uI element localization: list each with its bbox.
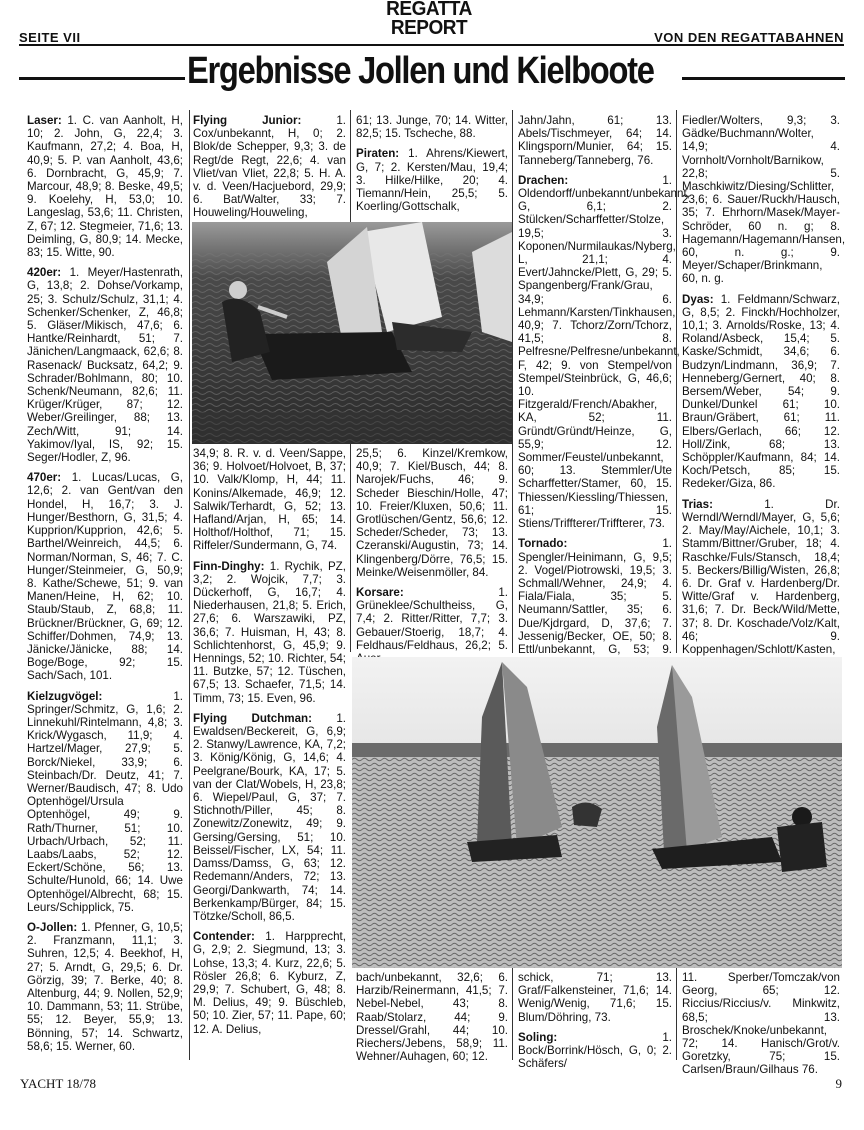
results-column-3-middle — [356, 447, 508, 652]
class-heading: O-Jollen: — [27, 920, 78, 934]
result-text: Jahn/Jahn, 61; 13. Abels/Tischmeyer, 64; 14. Klingsporn/Munier, 64; 15. Tanneberg/Tanneberg, 76. — [518, 114, 672, 167]
result-text: 1. Cox/unbekannt, H, 0; 2. Blok/de Schepper, 9,3; 3. de Regt/de Regt, 22,6; 4. van Vliet/van Vliet, 22,8; 5. H. A. v. d. Veen/Hacjuebord, 29,9; 6. Bat/Walter, 33; 7. Houweling/Houweling, — [193, 114, 346, 220]
result-text: 1. Oldendorff/unbekannt/unbekannt, G, 6,1; 2. Stülcken/Scharffetter/Stolze, 19,5; 3. Koponen/Nurmilaukas/Nyberg, L, 21,1; 4. Evert/Jahncke/Plett, G, 29; 5. Spangenberg/Frank/Grau, 34,9; 6. Lehmann/Karsten/Tinkhausen, 40,9; 7. Tchorz/Zorn/Tchorz, 41,5; 8. Pelfresne/Pelfresne/unbekannt, F, 42; 9. von Stempel/von Stempel/Steinbrück, G, 46,6; 10. Fitzgerald/French/Abakher, KA, 52; 11. Gründt/Gründt/Heinze, G, 55,9; 12. Sommer/Feustel/unbekannt, 60; 13. Stemmler/Ute Scharffetter/Stamer, 60, 15. Thiessen/Kiessling/Thiessen, 61; 15. Stiens/Triffterer/Triffterer, 73. — [518, 173, 690, 531]
results-column-5 — [682, 114, 846, 656]
result-text: 61; 13. Junge, 70; 14. Witter, 82,5; 15. Tscheche, 88. — [356, 114, 508, 141]
result-entry — [27, 471, 183, 682]
sailing-dinghy-photo — [192, 222, 512, 444]
result-entry — [27, 114, 183, 259]
results-column-1 — [27, 114, 183, 1064]
logo-line-1: REGATTA — [386, 0, 472, 20]
magazine-issue: YACHT 18/78 — [20, 1076, 96, 1091]
column-divider — [676, 968, 677, 1060]
header-divider — [19, 44, 844, 46]
result-entry — [27, 690, 183, 914]
class-heading: 420er: — [27, 266, 62, 280]
result-entry — [193, 930, 346, 1036]
class-heading: Contender: — [193, 930, 255, 944]
result-entry — [682, 114, 846, 286]
result-entry — [193, 560, 346, 705]
result-text: Fiedler/Wolters, 9,3; 3. Gädke/Buchmann/Wolter, 14,9; 4. Vornholt/Vornholt/Barnikow, 22,8; 5. Maschkiwitz/Diesing/Schlitter, 23,6; 6. Sauer/Ruckh/Hausch, 35; 7. Ehrhorn/Masek/Mayer-Schröder, 60 n. g; 8. Hagemann/Hagemann/Hansen, 60, n. g.; 9. Meyer/Schaper/Brinkmann, 60, n. g. — [682, 114, 846, 286]
result-text: 34,9; 8. R. v. d. Veen/Sappe, 36; 9. Holvoet/Holvoet, B, 37; 10. Valk/Klomp, H, 44; 11. Konins/Alkemade, 46,9; 12. Salwik/Terhardt, G, 52; 13. Hafland/Arjan, H, 65; 14. Holthof/Holthof, 71; 15. Riffeler/Sundermann, G, 74. — [193, 447, 346, 553]
class-heading: Korsare: — [356, 586, 404, 600]
results-column-4 — [518, 114, 690, 656]
result-text: 1. Ewaldsen/Beckereit, G, 6,9; 2. Stanwy/Lawrence, KA, 7,2; 3. König/König, G, 14,6; 4. Peelgrane/Bourk, KA, 17; 5. van der Clat/Wobels, H, 23,8; 6. Wiepel/Paul, G, 37; 7. Stichnoth/Piller, 45; 8. Zonewitz/Zonewitz, 49; 9. Gersing/Gersing, 51; 10. Beissel/Fischer, LX, 54; 11. Damss/Damss, G, 63; 12. Redemann/Anders, 72; 13. Georgi/Dankwarth, 74; 14. Berkenkamp/Bürger, 84; 15. Tötzke/Scholl, 86,5. — [193, 711, 347, 923]
result-text: 1. Springer/Schmitz, G, 1,6; 2. Linnekuhl/Rintelmann, 4,8; 3. Krick/Wygasch, 11,9; 4. Hartzel/Mager, 27,9; 5. Borck/Niekel, 33,9; 6. Steinbach/Dr. Deutz, 41; 7. Werner/Baudisch, 47; 8. Udo Optenhögel/Ursula Optenhögel, 49; 9. Rath/Thurner, 51; 10. Urbach/Urbach, 52; 11. Laabs/Laabs, 52; 12. Eckert/Schöne, 56; 13. Schulte/Hunold, 66; 14. Uwe Optenhögel/Albrecht, 68; 15. Leurs/Schipplick, 75. — [27, 689, 183, 914]
column-divider — [512, 968, 513, 1060]
results-column-3-top — [356, 114, 508, 222]
result-entry — [193, 447, 346, 553]
result-text: 1. Feldmann/Schwarz, G, 8,5; 2. Finckh/Hochholzer, 10,1; 3. Arnolds/Roske, 13; 4. Roland/Asbeck, 15,4; 5. Kaske/Schmidt, 34,6; 6. Budzyn/Lindmann, 36,9; 7. Henneberg/Gernert, 40; 8. Bersem/Weber, 54; 9. Dunkel/Dunkel 61; 10. Braun/Gräbert, 61; 11. Elbers/Gerlach, 66; 12. Holl/Zink, 68; 13. Schöppler/Kaufmann, 84; 14. Koch/Petsch, 85; 15. Redeker/Giza, 86. — [682, 292, 840, 491]
result-entry — [518, 1031, 672, 1071]
result-entry — [356, 586, 508, 665]
results-column-2 — [193, 447, 346, 1059]
result-text: 1. Lucas/Lucas, G, 12,6; 2. van Gent/van den Hondel, H, 16,7; 3. J. Hunger/Besthorn, G, 31,5; 4. Kupprion/Kupprion, 42,6; 5. Barthel/Weinreich, 44,5; 6. Norman/Norman, S, 46; 7. C. Hunger/Steinmeier, G, 50,9; 8. Kathe/Schewe, 51; 9. van Manen/Heine, H, 62; 10. Staub/Staub, Z, 68,8; 11. Brückner/Brückner, G, 69; 12. Schiffer/Dohmen, 74,9; 13. Jänicke/Jänicke, 88; 14. Boge/Boge, 92; 15. Sach/Sach, 101. — [27, 471, 183, 683]
class-heading: Trias: — [682, 497, 713, 511]
page-section-label: SEITE VII — [19, 30, 81, 45]
result-text: 1. Spengler/Heinimann, G, 9,5; 2. Vogel/Piotrowski, 19,5; 3. Schmall/Wehner, 24,9; 4. Fiala/Fiala, 35; 5. Neumann/Sattler, 35; 6. Due/Kjdrgard, D, 37,6; 7. Jessenig/Becker, OE, 50; 8. Ettl/unbekannt, G, 53; 9. — [518, 537, 672, 656]
results-column-5-bottom — [682, 971, 840, 1077]
result-text: 1. Pfenner, G, 10,5; 2. Franzmann, 11,1; 3. Suhren, 12,5; 4. Beekhof, H, 27; 5. Arndt, G, 29,5; 6. Dr. Görzig, 39; 7. Berke, 40; 8. Altenburg, 44; 9. Nollen, 52,9; 10. Dammann, 53; 11. Strübe, 55; 12. Beyer, 55,9; 13. Bönning, 57; 14. Schwartz, 58,6; 15. Werner, 60. — [27, 920, 183, 1053]
result-text: 1. Ahrens/Kiewert, G, 7; 2. Kersten/Mau, 19,4; 3. Hilke/Hilke, 20; 4. Tiemann/Hein, 25,5; 5. Koerling/Gottschalk, — [356, 147, 508, 214]
result-entry — [27, 921, 183, 1053]
result-entry — [682, 971, 840, 1077]
class-heading: Flying Dutchman: — [193, 711, 313, 725]
result-text: 1. Rychik, PZ, 3,2; 2. Wojcik, 7,7; 3. Dückerhoff, G, 16,7; 4. Niederhausen, 21,8; 5. Erich, 27,6; 6. Warszawiki, PZ, 36,6; 7. Huisman, H, 43; 8. Schlichtenhorst, G, 45,9; 9. Hennings, 52; 10. Richter, 54; 11. Butzke, 57; 12. Tüschen, 67,5; 13. Schaefer, 71,5; 14. Timm, 73; 15. Even, 96. — [193, 559, 346, 705]
result-entry — [356, 447, 508, 579]
page-number: 9 — [835, 1076, 842, 1091]
result-text: 11. Sperber/Tomczak/von Georg, 65; 12. Riccius/Riccius/v. Minkwitz, 68,5; 13. Broschek/Knoke/unbekannt, 72; 14. Hanisch/Grot/v. Goretzky, 75; 15. Carlsen/Braun/Gilhaus 76. — [682, 971, 840, 1077]
result-text: 1. Grüneklee/Schultheiss, G, 7,4; 2. Ritter/Ritter, 7,7; 3. Gebauer/Stoerig, 18,7; 4. Feldhaus/Feldhaus, 26,2; 5. — [356, 586, 508, 652]
class-heading: Piraten: — [356, 147, 400, 161]
class-heading: Kielzugvögel: — [27, 689, 103, 703]
class-heading: Finn-Dinghy: — [193, 559, 265, 573]
result-text: bach/unbekannt, 32,6; 6. Harzib/Reinermann, 41,5; 7. Nebel-Nebel, 43; 8. Raab/Stolarz, 44; 9. Dressel/Grahl, 44; 10. Riechers/Jebens, 58,9; 11. Wehner/Auhagen, 60; 12. — [356, 971, 508, 1064]
result-text: 1. Meyer/Hastenrath, G, 13,8; 2. Dohse/Vorkamp, 25; 3. Schulz/Schulz, 31,1; 4. Schenker/Schenker, Z, 46,8; 5. Gläser/Mikisch, 47,6; 6. Hantke/Reinhardt, 51; 7. Jänichen/Langmaack, 62,6; 8. Rasenack/ Bucksatz, 64,2; 9. Schrader/Bohlmann, 80; 10. Schenk/Neumann, 82,6; 11. Krüger/Krüger, 87; 12. Weber/Greilinger, 88; 13. Zech/Witt, 91; 14. Yakimov/Iyal, IS, 92; 15. Seger/Hodler, Z, 96. — [27, 266, 183, 465]
title-rule-right — [682, 77, 845, 80]
class-heading: Dyas: — [682, 292, 714, 306]
racing-sailboats-photo — [352, 657, 842, 968]
result-entry — [682, 498, 840, 683]
result-text: 1. Dr. Werndl/Werndl/Mayer, G, 5,6; 2. May/May/Aichele, 10,1; 3. Stamm/Bittner/Gruber, 18; 4. Raschke/Fuls/Stansch, 18,4; 5. Beckers/Billig/Wisten, 26,8; 6. Dr. Graf v. Hardenberg/Dr. Witte/Graf v. Hardenberg, 31,6; 7. Dr. Beck/Wild/Mette, 37; 8. Dr. Koschade/Volz/Kalt, 46; 9. Koppenhagen/Schlott/Kasten, — [682, 497, 840, 656]
result-entry — [356, 114, 508, 140]
column-divider — [350, 110, 351, 222]
result-entry — [518, 173, 690, 531]
result-entry — [193, 712, 346, 923]
page-title: Ergebnisse Jollen und Kielboote — [187, 50, 654, 92]
result-text: 1. Bock/Borrink/Hösch, G, 0; 2. Schäfers/ — [518, 1030, 672, 1071]
result-entry — [27, 266, 183, 464]
class-heading: Flying Junior: — [193, 114, 302, 127]
result-entry — [518, 971, 672, 1024]
result-entry — [356, 147, 508, 213]
results-column-2-top — [193, 114, 346, 222]
results-column-3-bottom — [356, 971, 508, 1064]
result-entry — [518, 114, 672, 167]
class-heading: Laser: — [27, 114, 62, 127]
result-entry — [356, 971, 508, 1063]
class-heading: Soling: — [518, 1030, 558, 1044]
class-heading: Drachen: — [518, 173, 569, 187]
result-text: 1. Harpprecht, G, 2,9; 2. Siegmund, 13; 3. Lohse, 13,3; 4. Kurz, 22,6; 5. Rösler 26,8; 6. Kyburz, Z, 29,9; 7. Schubert, G, 48; 8. M. Delius, 49; 9. Büschleb, 50; 10. Zier, 57; 11. Pape, 60; 12. A. Delius, — [193, 930, 346, 1036]
column-divider — [512, 110, 513, 653]
result-text: 1. C. van Aanholt, H, 10; 2. John, G, 22,4; 3. Kaufmann, 27,2; 4. Boa, H, 40,9; 5. P. van Aanholt, 43,6; 6. Dornbracht, G, 45,9; 7. Marcour, 48,9; 8. Beske, 49,5; 9. Koelehy, H, 53,0; 10. Langeslag, 53,6; 11. Christen, Z, 67; 12. Stegmeier, 71,6; 13. Deimling, G, 80,9; 14. Mecke, 83; 15. Witte, 90. — [27, 114, 183, 260]
title-rule-left — [19, 77, 185, 80]
column-divider — [350, 444, 351, 652]
logo-line-2: REPORT — [390, 17, 468, 39]
class-heading: Tornado: — [518, 537, 568, 551]
result-entry — [193, 114, 346, 220]
page-section-right-label: VON DEN REGATTABAHNEN — [654, 30, 844, 45]
result-text: 25,5; 6. Kinzel/Kremkow, 40,9; 7. Kiel/Busch, 44; 8. Narojek/Fuchs, 46; 9. Scheder Bieschin/Holle, 47; 10. Freier/Kluxen, 50,6; 11. Grotlüschen/Gentz, 56,6; 12. Scheder/Scheder, 73; 13. Czeranski/Augustin, 73; 14. Klingenberg/Dörre, 76,5; 15. Meinke/Weisenmöller, 84. — [356, 447, 508, 579]
result-entry — [682, 293, 840, 491]
results-column-4-bottom — [518, 971, 672, 1071]
result-text: schick, 71; 13. Graf/Falkensteiner, 71,6; 14. Wenig/Wenig, 71,6; 15. Blum/Döhring, 73. — [518, 971, 672, 1024]
regatta-report-logo — [379, 0, 480, 42]
column-divider — [189, 110, 190, 1060]
class-heading: 470er: — [27, 471, 62, 485]
